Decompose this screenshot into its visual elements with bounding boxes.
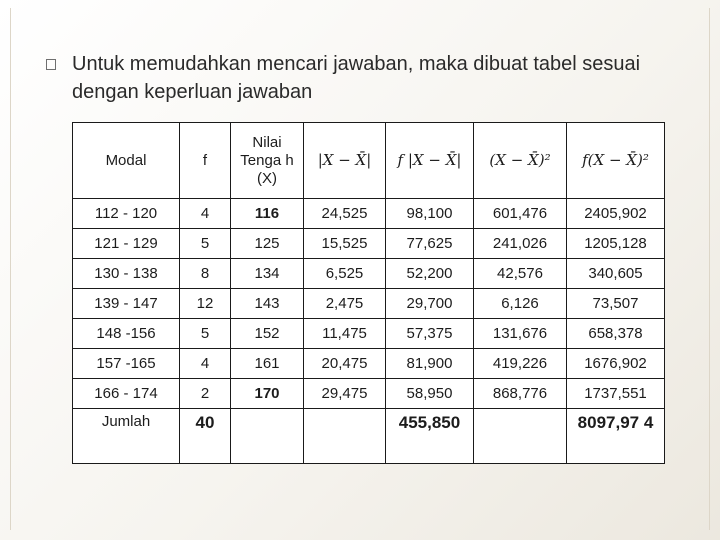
formula-f-abs-deviation: f |X − X̄| [397, 151, 462, 169]
total-empty-x [231, 409, 304, 464]
table-header-row [73, 123, 665, 199]
cell-f: 4 [180, 349, 231, 379]
cell-x: 143 [231, 289, 304, 319]
formula-abs-deviation: |X − X̄| [317, 151, 372, 169]
header-modal: Modal [73, 123, 180, 199]
cell-f-sq-dev: 658,378 [567, 319, 665, 349]
cell-f-sq-dev: 1737,551 [567, 379, 665, 409]
total-f-abs-dev: 455,850 [386, 409, 474, 464]
cell-abs-dev: 2,475 [304, 289, 386, 319]
cell-modal: 148 -156 [73, 319, 180, 349]
cell-abs-dev: 20,475 [304, 349, 386, 379]
table-row [73, 349, 665, 379]
bullet-square-icon [46, 59, 56, 70]
cell-f: 8 [180, 259, 231, 289]
cell-sq-dev: 131,676 [474, 319, 567, 349]
cell-sq-dev: 42,576 [474, 259, 567, 289]
table-row [73, 379, 665, 409]
cell-f: 2 [180, 379, 231, 409]
header-f-abs-deviation [386, 123, 474, 199]
cell-x: 170 [231, 379, 304, 409]
cell-f: 5 [180, 229, 231, 259]
header-abs-deviation [304, 123, 386, 199]
header-nilai-tengah: Nilai Tenga h (X) [231, 123, 304, 199]
cell-x: 116 [231, 199, 304, 229]
cell-f-sq-dev: 73,507 [567, 289, 665, 319]
cell-f-abs-dev: 29,700 [386, 289, 474, 319]
cell-f-abs-dev: 52,200 [386, 259, 474, 289]
table-row [73, 229, 665, 259]
table-row [73, 259, 665, 289]
total-empty-abs-dev [304, 409, 386, 464]
header-squared-deviation [474, 123, 567, 199]
cell-abs-dev: 24,525 [304, 199, 386, 229]
cell-x: 152 [231, 319, 304, 349]
cell-x: 125 [231, 229, 304, 259]
header-f: f [180, 123, 231, 199]
table-total-row [73, 409, 665, 464]
cell-f-sq-dev: 2405,902 [567, 199, 665, 229]
total-label: Jumlah [73, 409, 180, 464]
bullet-text: Untuk memudahkan mencari jawaban, maka dibuat tabel sesuai dengan keperluan jawaban [72, 53, 641, 103]
total-empty-sq-dev [474, 409, 567, 464]
cell-sq-dev: 419,226 [474, 349, 567, 379]
table-row [73, 199, 665, 229]
cell-f: 12 [180, 289, 231, 319]
cell-x: 161 [231, 349, 304, 379]
total-f-sq-dev: 8097,97 4 [567, 409, 665, 464]
cell-sq-dev: 868,776 [474, 379, 567, 409]
cell-modal: 166 - 174 [73, 379, 180, 409]
cell-modal: 157 -165 [73, 349, 180, 379]
cell-modal: 112 - 120 [73, 199, 180, 229]
table-row [73, 289, 665, 319]
cell-f-abs-dev: 77,625 [386, 229, 474, 259]
cell-f: 4 [180, 199, 231, 229]
header-f-squared-deviation [567, 123, 665, 199]
cell-sq-dev: 241,026 [474, 229, 567, 259]
total-f: 40 [180, 409, 231, 464]
cell-modal: 121 - 129 [73, 229, 180, 259]
frequency-table [72, 122, 665, 464]
cell-sq-dev: 6,126 [474, 289, 567, 319]
formula-f-squared-deviation: f(X − X̄)² [582, 151, 649, 169]
formula-squared-deviation: (X − X̄)² [489, 151, 551, 169]
cell-f-abs-dev: 57,375 [386, 319, 474, 349]
cell-abs-dev: 6,525 [304, 259, 386, 289]
cell-f-sq-dev: 340,605 [567, 259, 665, 289]
cell-f-sq-dev: 1676,902 [567, 349, 665, 379]
cell-modal: 130 - 138 [73, 259, 180, 289]
cell-f-abs-dev: 58,950 [386, 379, 474, 409]
cell-sq-dev: 601,476 [474, 199, 567, 229]
cell-abs-dev: 11,475 [304, 319, 386, 349]
cell-f-abs-dev: 81,900 [386, 349, 474, 379]
cell-f: 5 [180, 319, 231, 349]
cell-f-sq-dev: 1205,128 [567, 229, 665, 259]
cell-f-abs-dev: 98,100 [386, 199, 474, 229]
cell-abs-dev: 29,475 [304, 379, 386, 409]
cell-modal: 139 - 147 [73, 289, 180, 319]
cell-abs-dev: 15,525 [304, 229, 386, 259]
table-row [73, 319, 665, 349]
cell-x: 134 [231, 259, 304, 289]
